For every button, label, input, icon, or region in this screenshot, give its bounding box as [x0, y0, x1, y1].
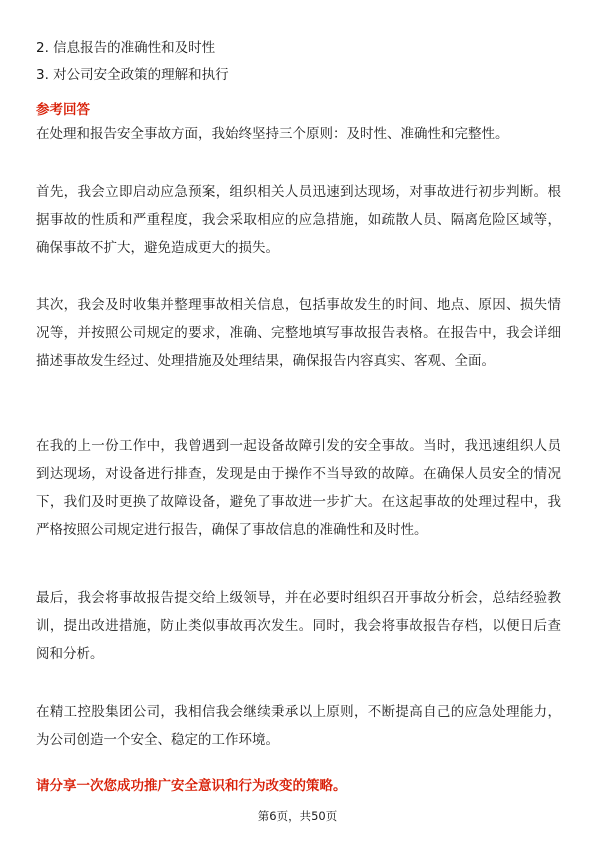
paragraph: 在我的上一份工作中，我曾遇到一起设备故障引发的安全事故。当时，我迅速组织人员到达现场，对设备进行排查，发现是由于操作不当导致的故障。在确保人员安全的情况下，我们及时更换了故障设备，避免了事故进一步扩大。在这起事故的处理过程中，我严格按照公司规定进行报告，确保了事故信息的准确性和及时性。	[36, 438, 561, 538]
list-item: 3. 对公司安全政策的理解和执行	[36, 67, 229, 83]
list-item: 2. 信息报告的准确性和及时性	[36, 40, 216, 56]
paragraph: 最后，我会将事故报告提交给上级领导，并在必要时组织召开事故分析会，总结经验教训，提出改进措施，防止类似事故再次发生。同时，我会将事故报告存档，以便日后查阅和分析。	[36, 590, 561, 662]
paragraph: 首先，我会立即启动应急预案，组织相关人员迅速到达现场，对事故进行初步判断。根据事故的性质和严重程度，我会采取相应的应急措施，如疏散人员、隔离危险区域等，确保事故不扩大，避免造成更大的损失。	[36, 184, 561, 256]
paragraph: 在处理和报告安全事故方面，我始终坚持三个原则：及时性、准确性和完整性。	[36, 126, 509, 142]
paragraph: 其次，我会及时收集并整理事故相关信息，包括事故发生的时间、地点、原因、损失情况等，并按照公司规定的要求，准确、完整地填写事故报告表格。在报告中，我会详细描述事故发生经过、处理措施及处理结果，确保报告内容真实、客观、全面。	[36, 297, 561, 369]
page-footer: 第6页，共50页	[257, 809, 338, 823]
paragraph: 在精工控股集团公司，我相信我会继续秉承以上原则，不断提高自己的应急处理能力，为公司创造一个安全、稳定的工作环境。	[36, 704, 561, 748]
next-question: 请分享一次您成功推广安全意识和行为改变的策略。	[36, 778, 347, 794]
answer-heading: 参考回答	[36, 102, 90, 118]
